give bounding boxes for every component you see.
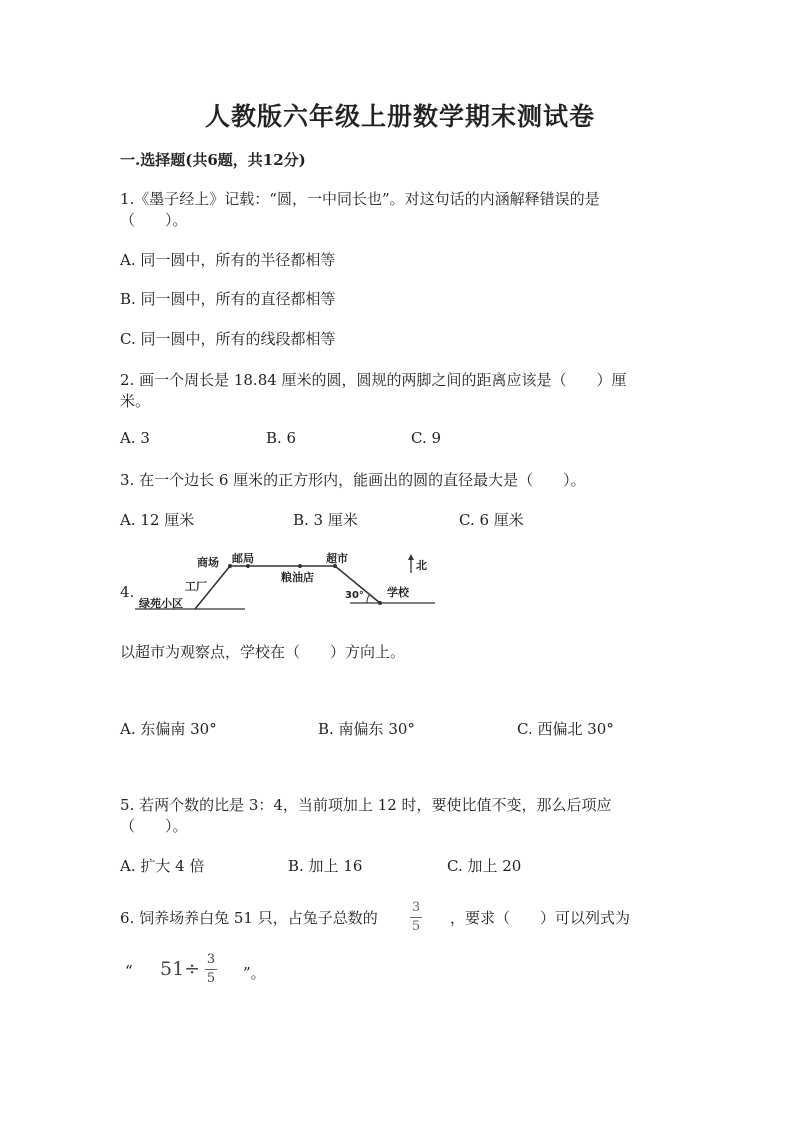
label-community: 绿苑小区	[139, 597, 183, 610]
question-6-fraction	[410, 901, 422, 934]
question-1-option-b: B. 同一圆中，所有的直径都相等	[120, 290, 336, 308]
expr-fraction-denominator: 5	[206, 971, 216, 986]
question-4-option-a: A. 东偏南 30°	[120, 720, 217, 738]
question-2-option-c: C. 9	[411, 429, 442, 447]
question-5-text: 5. 若两个数的比是 3：4，当前项加上 12 时，要使比值不变，那么后项应	[120, 796, 612, 814]
expression-close-quote: ”。	[243, 964, 266, 982]
label-school: 学校	[387, 586, 409, 599]
question-6-text-a: 6. 饲养场养白兔 51 只，占兔子总数的	[120, 909, 378, 927]
question-1-text: 1.《墨子经上》记载：“圆，一中同长也”。对这句话的内涵解释错误的是	[120, 190, 600, 208]
label-supermarket: 超市	[326, 552, 348, 565]
fraction-denominator: 5	[411, 919, 421, 934]
question-4-text: 以超市为观察点，学校在（ ）方向上。	[120, 643, 406, 661]
question-3-option-a: A. 12 厘米	[120, 511, 195, 529]
expression-left: 51÷	[160, 958, 201, 980]
question-1-option-a: A. 同一圆中，所有的半径都相等	[120, 251, 336, 269]
question-1-option-c: C. 同一圆中，所有的线段都相等	[120, 330, 336, 348]
question-3-option-b: B. 3 厘米	[293, 511, 358, 529]
question-5-option-b: B. 加上 16	[288, 857, 363, 875]
question-2-option-b: B. 6	[266, 429, 297, 447]
question-6-text-b: ，要求（ ）可以列式为	[450, 909, 631, 927]
fraction-bar	[410, 917, 422, 918]
question-2-option-a: A. 3	[120, 429, 150, 447]
question-2-text: 2. 画一个周长是 18.84 厘米的圆，圆规的两脚之间的距离应该是（ ）厘	[120, 371, 627, 389]
label-mall: 商场	[197, 556, 219, 569]
question-5-option-c: C. 加上 20	[447, 857, 522, 875]
label-angle: 30°	[345, 590, 364, 601]
label-factory: 工厂	[185, 580, 207, 593]
question-3-text: 3. 在一个边长 6 厘米的正方形内，能画出的圆的直径最大是（ ）。	[120, 471, 586, 489]
label-grain-store: 粮油店	[281, 571, 314, 584]
question-3-option-c: C. 6 厘米	[459, 511, 524, 529]
question-4-number: 4.	[120, 583, 135, 601]
question-2-cont: 米。	[120, 392, 151, 410]
question-5-option-a: A. 扩大 4 倍	[120, 857, 205, 875]
label-north: 北	[416, 559, 427, 572]
question-1-paren: （ ）。	[120, 211, 188, 229]
question-4-option-b: B. 南偏东 30°	[318, 720, 415, 738]
fraction-numerator: 3	[411, 900, 421, 915]
expression-fraction	[205, 953, 217, 986]
route-map	[135, 548, 445, 618]
question-4-option-c: C. 西偏北 30°	[517, 720, 614, 738]
expression-open-quote: “	[125, 962, 133, 980]
page-title: 人教版六年级上册数学期末测试卷	[204, 102, 595, 131]
question-5-paren: （ ）。	[120, 817, 188, 835]
section-heading: 一.选择题(共6题，共12分)	[120, 151, 306, 169]
expr-fraction-numerator: 3	[206, 952, 216, 967]
expr-fraction-bar	[205, 969, 217, 970]
label-post: 邮局	[232, 552, 254, 565]
